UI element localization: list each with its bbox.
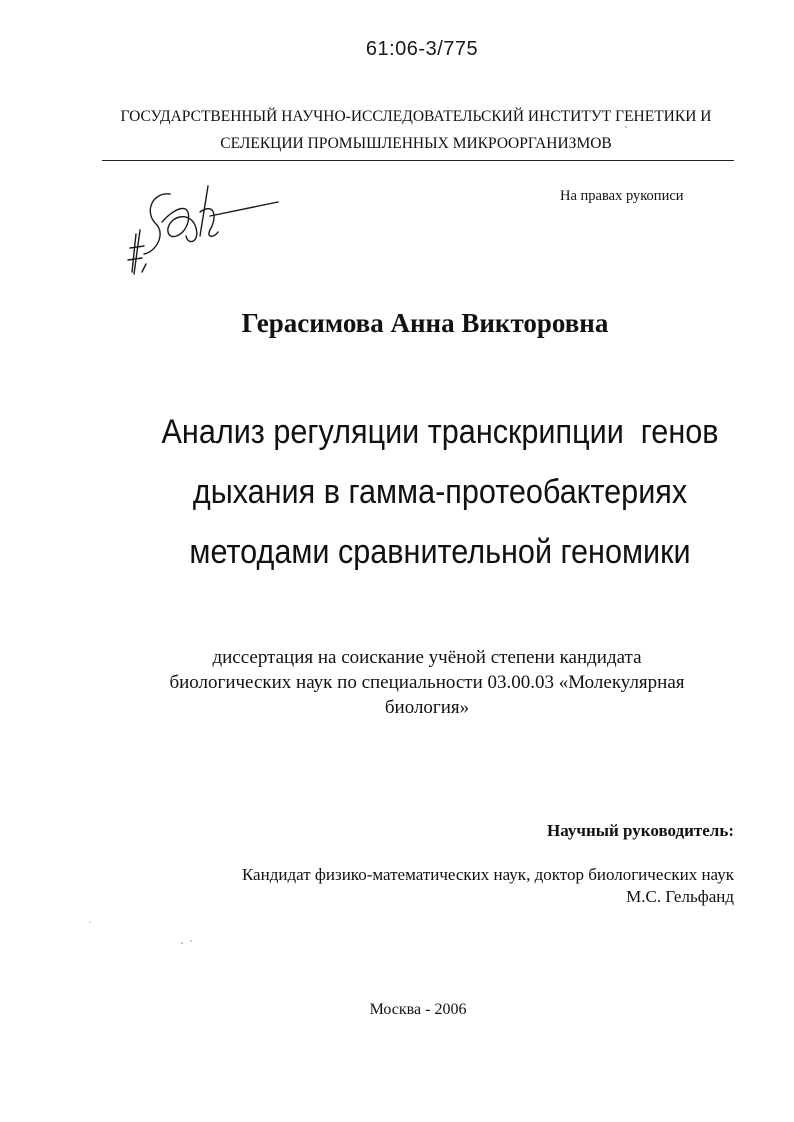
- title-line1: Анализ регуляции транскрипции генов: [161, 413, 719, 451]
- dissertation-subtitle: [120, 645, 734, 720]
- institute-name: [96, 103, 736, 157]
- subtitle-line2: биологических наук по специальности 03.00.03 «Молекулярная: [169, 672, 685, 693]
- dissertation-title: [143, 402, 737, 582]
- supervisor-name: М.С. Гельфанд: [626, 887, 734, 906]
- rights-note: На правах рукописи: [560, 188, 684, 204]
- subtitle-line1: диссертация на соискание учёной степени кандидата: [212, 647, 642, 668]
- author-name: Герасимова Анна Викторовна: [241, 308, 609, 338]
- handwritten-signature: [122, 172, 292, 282]
- institute-name-line1: ГОСУДАРСТВЕННЫЙ НАУЧНО-ИССЛЕДОВАТЕЛЬСКИЙ ИНСТИТУТ ГЕНЕТИКИ И: [120, 108, 712, 125]
- supervisor-heading: Научный руководитель:: [547, 821, 734, 840]
- supervisor-degree: Кандидат физико-математических наук, доктор биологических наук: [241, 865, 734, 884]
- title-line2: дыхания в гамма-протеобактериях: [192, 473, 688, 511]
- archive-code: 61:06-3/775: [365, 38, 479, 60]
- title-line3: методами сравнительной геномики: [189, 533, 691, 571]
- header-divider: [102, 160, 734, 161]
- city-year: Москва - 2006: [369, 1001, 467, 1018]
- institute-name-line2: СЕЛЕКЦИИ ПРОМЫШЛЕННЫХ МИКРООРГАНИЗМОВ: [220, 135, 612, 152]
- subtitle-line3: биология»: [384, 697, 470, 718]
